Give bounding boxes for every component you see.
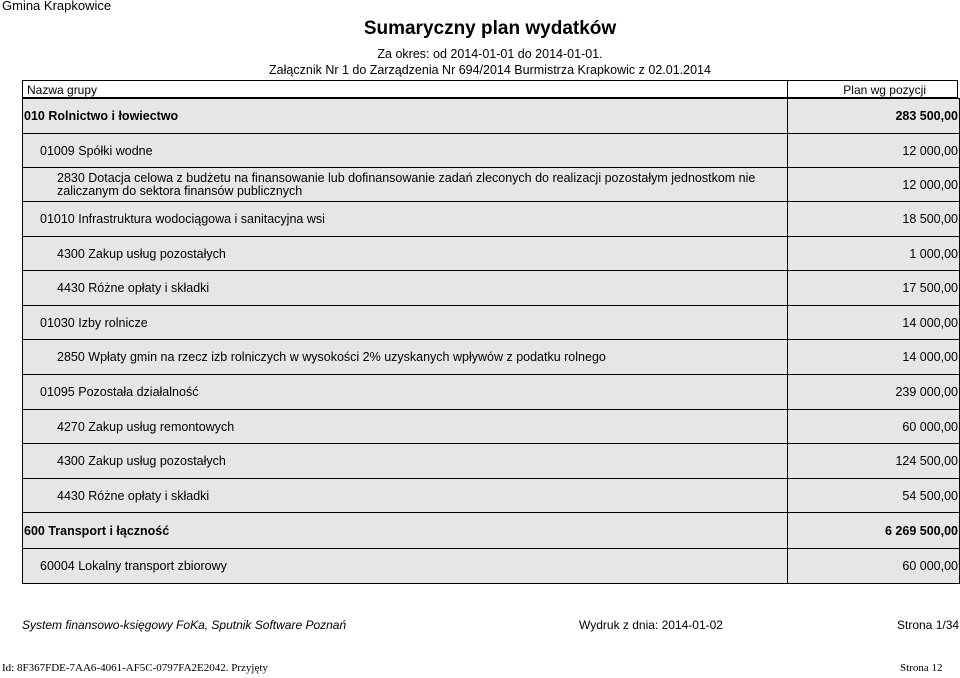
table-row <box>22 306 960 340</box>
table-row <box>22 271 960 306</box>
row-amount: 14 000,00 <box>902 315 958 330</box>
row-amount: 18 500,00 <box>902 212 958 226</box>
row-name: 4300 Zakup usług pozostałych <box>57 454 226 468</box>
row-amount: 1 000,00 <box>909 246 958 261</box>
report-title: Sumaryczny plan wydatków <box>363 18 617 39</box>
row-name: 4270 Zakup usług remontowych <box>57 419 235 434</box>
row-amount-cell <box>787 271 959 305</box>
row-name: 01095 Pozostała działalność <box>40 385 199 399</box>
row-amount-cell <box>787 444 959 478</box>
row-name: 01010 Infrastruktura wodociągowa i sanitacyjna wsi <box>40 212 325 226</box>
table-row <box>22 375 960 410</box>
table-row <box>22 237 960 271</box>
document-id: Id: 8F367FDE-7AA6-4061-AF5C-0797FA2E2042. Przyjęty <box>2 662 268 674</box>
row-amount-cell <box>787 549 959 583</box>
table-row <box>22 202 960 237</box>
table-row <box>22 513 960 549</box>
table-row <box>22 410 960 444</box>
row-amount: 14 000,00 <box>902 350 958 364</box>
row-amount: 60 000,00 <box>902 419 958 434</box>
table-row <box>22 134 960 168</box>
row-name: 600 Transport i łączność <box>24 523 170 538</box>
row-amount-cell <box>787 410 959 443</box>
row-amount-cell <box>787 237 959 270</box>
table-row <box>22 479 960 513</box>
row-amount-cell <box>787 134 959 167</box>
table-row <box>22 98 960 134</box>
column-header-amount: Plan wg pozycji <box>843 83 926 97</box>
row-amount: 60 000,00 <box>902 559 958 573</box>
row-amount-cell <box>787 99 959 133</box>
column-header-amount-cell <box>787 81 957 97</box>
row-name: 010 Rolnictwo i łowiectwo <box>24 109 179 123</box>
row-amount: 283 500,00 <box>895 109 958 123</box>
row-name: 4300 Zakup usług pozostałych <box>57 246 226 261</box>
row-name: 01030 Izby rolnicze <box>40 315 148 330</box>
row-amount-cell <box>787 306 959 339</box>
column-header-name: Nazwa grupy <box>27 83 98 97</box>
document-page: Strona 12 <box>900 662 943 674</box>
row-amount: 12 000,00 <box>902 177 958 192</box>
table-row <box>22 444 960 479</box>
row-amount: 17 500,00 <box>902 281 958 295</box>
row-amount: 12 000,00 <box>902 143 958 158</box>
row-amount: 124 500,00 <box>895 454 958 468</box>
table-row <box>22 549 960 584</box>
row-name: 4430 Różne opłaty i składki <box>57 488 210 503</box>
row-amount: 239 000,00 <box>895 385 958 399</box>
row-amount-cell <box>787 513 959 548</box>
row-amount-cell <box>787 202 959 236</box>
row-name: 01009 Spółki wodne <box>40 143 153 158</box>
footer-print-date: Wydruk z dnia: 2014-01-02 <box>579 618 723 632</box>
table-row <box>22 168 960 202</box>
footer-page-number: Strona 1/34 <box>897 618 960 632</box>
row-amount-cell <box>787 479 959 512</box>
footer-system: System finansowo-księgowy FoKa, Sputnik Software Poznań <box>22 618 347 632</box>
organization-name: Gmina Krapkowice <box>2 0 112 13</box>
report-period: Za okres: od 2014-01-01 do 2014-01-01. <box>377 47 603 61</box>
row-amount: 6 269 500,00 <box>885 523 958 538</box>
row-name: 60004 Lokalny transport zbiorowy <box>40 559 227 573</box>
row-name: 2830 Dotacja celowa z budżetu na finansowanie lub dofinansowanie zadań zleconych do realizacji pozostałym jednostkom nie zaliczanym do sektora finansów publicznych <box>57 171 756 198</box>
table-header <box>22 80 958 98</box>
row-amount-cell <box>787 340 959 374</box>
report-attachment: Załącznik Nr 1 do Zarządzenia Nr 694/2014 Burmistrza Krapkowic z 02.01.2014 <box>269 63 711 77</box>
row-name: 2850 Wpłaty gmin na rzecz izb rolniczych w wysokości 2% uzyskanych wpływów z podatku rolnego <box>57 350 606 364</box>
row-amount-cell <box>787 375 959 409</box>
row-amount-cell <box>787 168 959 201</box>
table-row <box>22 340 960 375</box>
row-name: 4430 Różne opłaty i składki <box>57 281 210 295</box>
row-amount: 54 500,00 <box>902 488 958 503</box>
